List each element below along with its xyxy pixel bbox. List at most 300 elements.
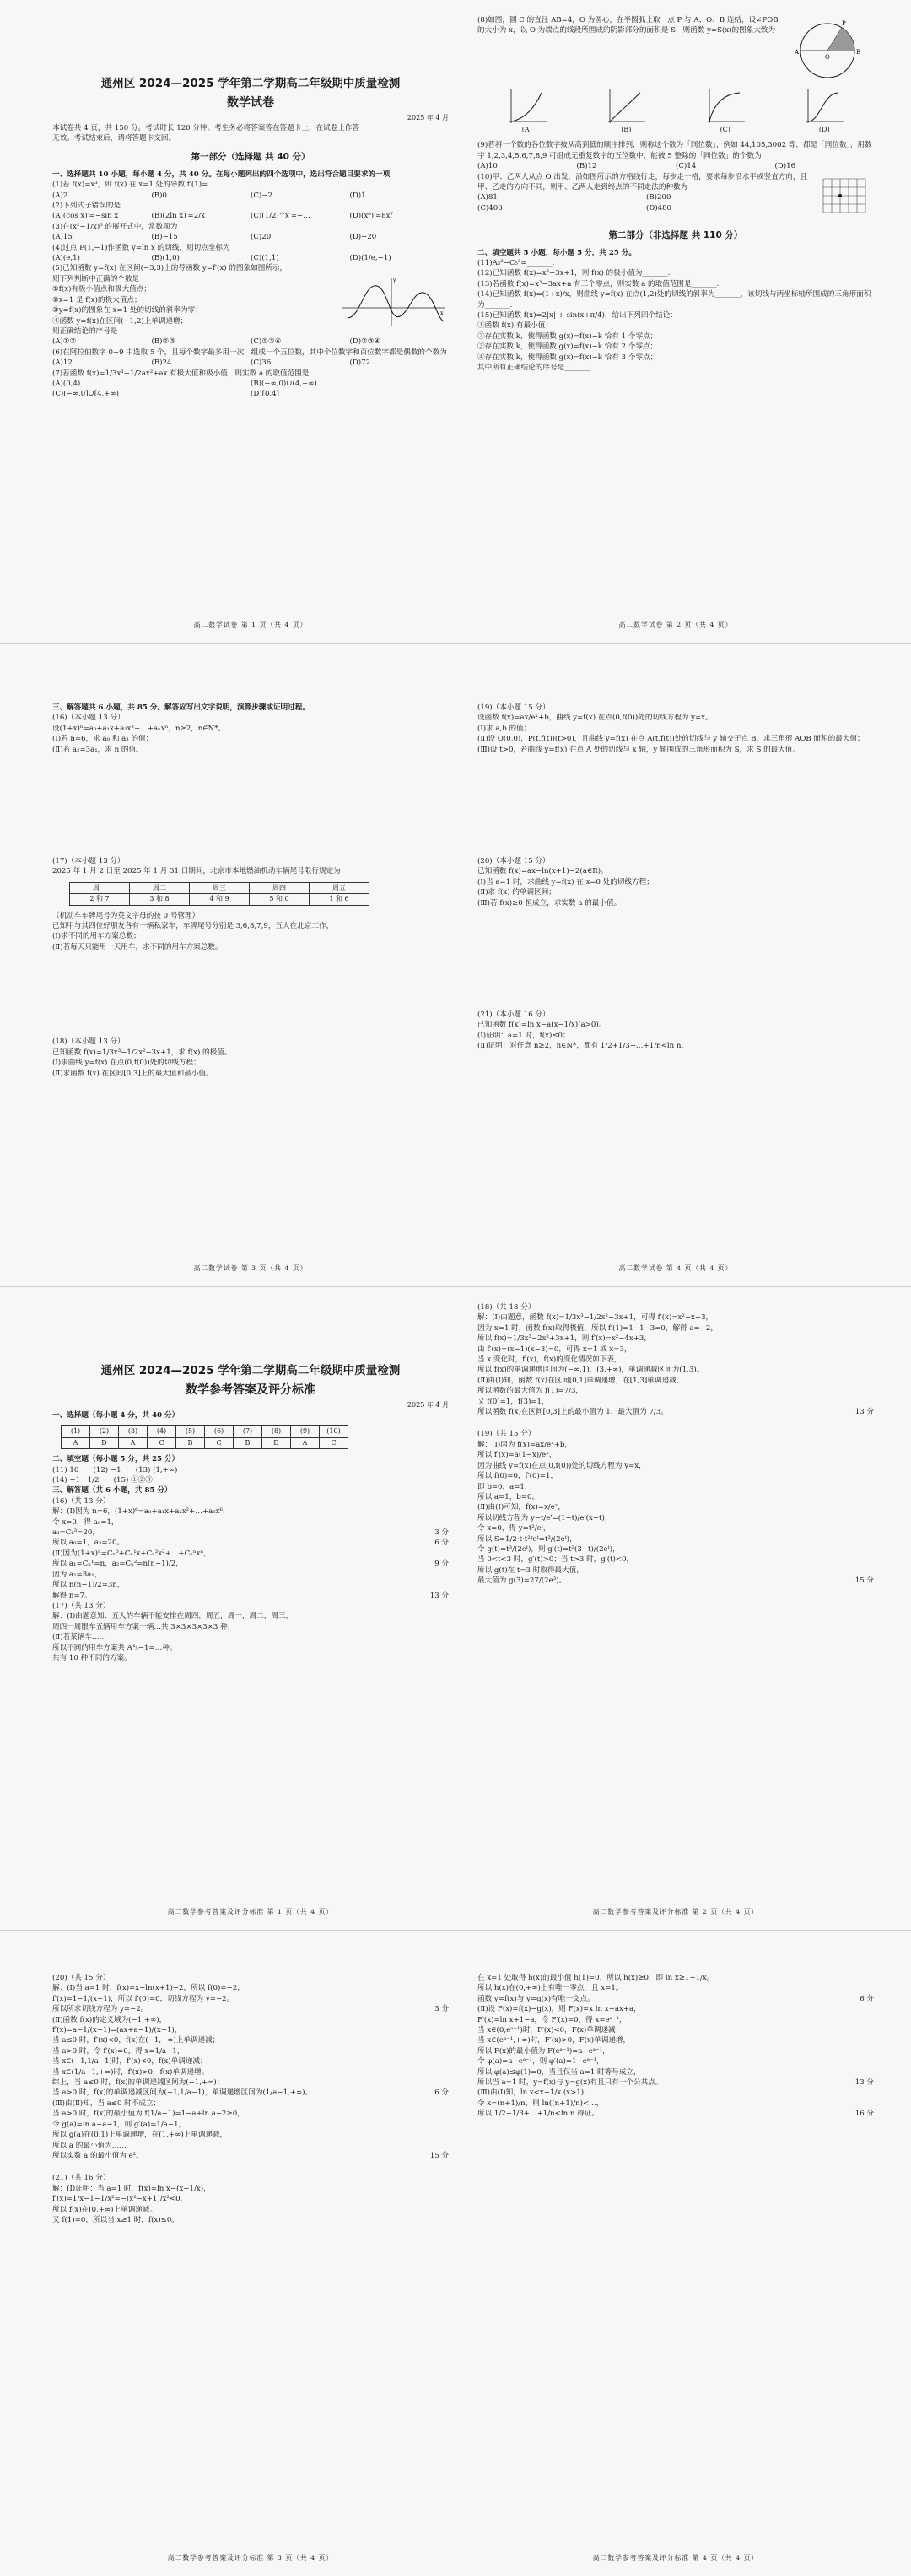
option: (D)(x⁸)′=8x⁷ — [349, 212, 394, 221]
left-column — [52, 15, 449, 627]
option: (B)−15 — [151, 233, 178, 242]
solution-line: 所以 n(n−1)/2=3n， — [52, 1581, 125, 1590]
solution-text: 解得 n=7。 — [52, 1591, 92, 1600]
solution-text: 函数 y=f(x)与 y=g(x)有唯一交点。 — [477, 1994, 595, 2003]
solution-line — [477, 1576, 874, 1586]
question-21: (21)（本小题 16 分） — [477, 1010, 550, 1020]
option: (C)①③④ — [251, 337, 282, 347]
option: (B)12 — [576, 162, 597, 171]
question-17: (17)（本小题 13 分） — [52, 857, 125, 866]
score-mark: 6 分 — [434, 1539, 449, 1548]
table-cell: A — [291, 1437, 320, 1448]
solution-line: (Ⅱ)函数 f(x)的定义域为(−1,+∞)， — [52, 2015, 167, 2024]
statement: 则正确结论的序号是 — [52, 326, 118, 336]
license-plate-table — [69, 882, 369, 906]
table-header-cell: (8) — [262, 1426, 291, 1437]
grid-path-figure — [815, 172, 874, 223]
solution-text: 所以当 a=1 时，y=f(x)与 y=g(x)有且只有一个公共点。 — [477, 2078, 663, 2088]
solution-line: 令 x=(n+1)/n，则 ln((n+1)/n)<…， — [477, 2099, 604, 2108]
page-footer: 高二数学试卷 第 4 页（共 4 页） — [618, 1264, 733, 1272]
solution-line: 解：(Ⅰ)因为 n=6，(1+x)⁶=a₀+a₁x+a₂x²+…+a₆x⁶， — [52, 1507, 230, 1517]
solution-line: 所以 g(t)在 t=3 时取得最大值， — [477, 1566, 584, 1575]
table-cell: B — [176, 1437, 205, 1448]
page-footer: 高二数学试卷 第 1 页（共 4 页） — [193, 621, 308, 628]
option: (A)(e,1) — [52, 254, 80, 263]
answer-space — [477, 908, 874, 1010]
question-1: (1)若 f(x)=x³，则 f(x) 在 x=1 处的导数 f′(1)= — [52, 181, 208, 190]
question-text: (Ⅱ)若每天只能用一天用车，求不同的用车方案总数。 — [52, 942, 223, 951]
solution-text: 所以 1/2+1/3+…+1/n<ln n 得证。 — [477, 2110, 599, 2119]
left-column — [52, 703, 449, 1287]
question-2: (2)下列式子错误的是 — [52, 202, 121, 211]
solution-line: f′(x)=1/x−1−1/x²=−(x²−x+1)/x²<0， — [52, 2195, 188, 2204]
question-14: (14)已知函数 f(x)=(1+x)/x，则曲线 y=f(x) 在点(1,2)处的切线的斜率为_______，该切线与两坐标轴所围成的三角形面积为_______. — [477, 290, 871, 310]
option: (C)400 — [477, 203, 503, 213]
part-three-instructions: 三、解答题共 6 小题，共 85 分。解答应写出文字说明，演算步骤或证明过程。 — [52, 703, 310, 712]
table-header-cell: (3) — [119, 1426, 148, 1437]
table-cell: D — [262, 1437, 291, 1448]
solution-text: 所以所求切线方程为 y=−2。 — [52, 2005, 148, 2014]
graph-option-d — [803, 88, 845, 135]
solution-line: 所以 S=1/2·t·t²/eᵗ=t³/(2eᵗ)， — [477, 1534, 577, 1544]
solution-line: 即 b=0，a=1， — [477, 1482, 532, 1491]
question-text: 2025 年 1 月 2 日至 2025 年 1 月 31 日期间，北京市本地燃油机动车辆尾号限行规定为 — [52, 867, 341, 876]
question-11: (11)A₅²−C₅³=_______. — [477, 259, 555, 268]
question-text: (Ⅱ)若 a₂=3a₁，求 n 的值。 — [52, 745, 143, 754]
question-8-graph-options — [477, 88, 874, 135]
table-header-cell: (7) — [234, 1426, 262, 1437]
answer-space — [477, 755, 874, 856]
table-header-cell: (10) — [320, 1426, 348, 1437]
solution-line: 令 φ(a)=a−eᵃ⁻¹，则 φ′(a)=1−eᵃ⁻¹， — [477, 2057, 604, 2067]
question-text: 设函数 f(x)=ax/eˣ+b，曲线 y=f(x) 在点(0,f(0))处的切线方程为 y=x。 — [477, 714, 713, 723]
score-mark: 9 分 — [434, 1560, 449, 1569]
question-text: (Ⅱ)设 O(0,0)，P(t,f(t))(t>0)，且曲线 y=f(x) 在点 A(t,f(t))处的切线与 y 轴交于点 B，求三角形 AOB 面积的最大值； — [477, 735, 865, 744]
score-mark: 6 分 — [860, 1994, 874, 2003]
table-cell: 5 和 0 — [250, 894, 310, 905]
solution-line: 令 x=0，得 y=t²/eᵗ， — [477, 1524, 551, 1533]
solution-line: 所以 a 的最小值为…… — [52, 2141, 127, 2150]
graph-option-c — [704, 88, 747, 135]
section-heading: 三、解答题（共 6 小题，共 85 分） — [52, 1486, 172, 1495]
solution-line: 所以 φ(a)≤φ(1)=0，当且仅当 a=1 时等号成立， — [477, 2067, 641, 2077]
svg-text:B: B — [856, 49, 861, 56]
spacer — [477, 1417, 874, 1429]
solution-text: 当 a>0 时，f(x)的单调递减区间为(−1,1/a−1)，单调递增区间为(1/a−1,+∞)。 — [52, 2088, 313, 2098]
table-cell: B — [234, 1437, 262, 1448]
solution-line: 当 x∈(−1,1/a−1)时，f′(x)<0，f(x)单调递减； — [52, 2057, 208, 2067]
graph-option-a — [506, 88, 548, 135]
option: (C)36 — [251, 358, 272, 368]
question-5-statements — [52, 274, 339, 337]
table-cell: D — [90, 1437, 119, 1448]
solution-line — [52, 2151, 449, 2161]
answer-19-heading: (19)（共 15 分） — [477, 1430, 536, 1439]
solution-line: 所以函数的最大值为 f(1)=7/3， — [477, 1387, 584, 1396]
solution-line: (Ⅱ)设 F(x)=f(x)−g(x)，则 F(x)=x ln x−ax+a， — [477, 2005, 641, 2014]
part-two-heading: 第二部分（非选择题 共 110 分） — [608, 229, 743, 240]
question-text: (Ⅲ)设 t>0，若曲线 y=f(x) 在点 A 处的切线与 x 轴，y 轴围成的三角形面积为 S，求 S 的最大值。 — [477, 745, 800, 754]
question-4-options — [52, 253, 449, 263]
question-3-options — [52, 232, 449, 242]
solution-line: 因为曲线 y=f(x)在点(0,f(0))处的切线方程为 y=x， — [477, 1461, 646, 1470]
question-6-options — [52, 358, 449, 368]
question-10-options-b — [477, 203, 815, 213]
exam-date: 2025 年 4 月 — [407, 114, 449, 121]
statement: ②x=1 是 f(x)的极大值点； — [52, 295, 142, 304]
solution-line: 当 x∈(0,eᵃ⁻¹)时，F′(x)<0，F(x)单调递减； — [477, 2026, 623, 2035]
solution-line: 解：(Ⅰ)由题意知：五人的车辆不能安排在周四，周五，周一，周二，周三， — [52, 1612, 294, 1621]
table-cell: 4 和 9 — [190, 894, 250, 905]
solution-line — [477, 1407, 874, 1417]
solution-line: 所以 f(x)的单调递增区间为(−∞,1)，(3,+∞)，单调递减区间为(1,3)。 — [477, 1366, 704, 1375]
graph-option-b — [605, 88, 647, 135]
table-header-cell: (2) — [90, 1426, 119, 1437]
solution-line: 综上，当 a≤0 时，f(x)的单调递减区间为(−1,+∞)； — [52, 2078, 224, 2088]
table-header-cell: 周一 — [70, 882, 130, 893]
svg-text:A: A — [795, 49, 800, 56]
table-cell: C — [205, 1437, 234, 1448]
right-column — [477, 703, 874, 1287]
question-7-options-a — [52, 379, 449, 389]
option: (D)[0,4] — [251, 390, 279, 399]
solution-line: 所以 g(a)在(0,1)上单调递增，在(1,+∞)上单调递减， — [52, 2131, 228, 2140]
answer-title: 通州区 2024—2025 学年第二学期高二年级期中质量检测 — [100, 1364, 401, 1377]
question-2-options — [52, 211, 449, 221]
option: (D)16 — [774, 162, 796, 171]
question-text: (Ⅱ)求 f(x) 的单调区间； — [477, 888, 556, 897]
solution-line — [52, 2088, 449, 2098]
table-header-cell: 周五 — [310, 882, 369, 893]
solution-line: 在 x=1 处取得 h(x)的最小值 h(1)=0，所以 h(x)≥0，即 ln x≥1−1/x。 — [477, 1974, 714, 1982]
solution-line: 因为 x=1 时，函数 f(x)取得极值，所以 f′(1)=1−1−3=0，解得 a=−2， — [477, 1323, 718, 1333]
section-heading: 一、选择题（每小题 4 分，共 40 分） — [52, 1411, 180, 1420]
option-label: (D) — [818, 126, 830, 133]
graph-d-figure — [803, 88, 845, 125]
question-13: (13)若函数 f(x)=x³−3ax+a 有三个零点，则实数 a 的取值范围是_______. — [477, 279, 720, 288]
solution-line: (Ⅱ)由(Ⅰ)知，函数 f(x)在区间[0,1]单调递增，在[1,3]单调递减， — [477, 1376, 684, 1385]
statement: 其中所有正确结论的序号是_______. — [477, 364, 592, 373]
option: (A)10 — [477, 162, 498, 171]
solution-line: 令 g(t)=t³/(2eᵗ)，则 g′(t)=t²(3−t)/(2eᵗ)， — [477, 1544, 620, 1554]
solution-line: 解：(Ⅰ)因为 f(x)=ax/eˣ+b， — [477, 1440, 573, 1449]
question-16: (16)（本小题 13 分） — [52, 714, 125, 723]
solution-line: f′(x)=a−1/(x+1)=(ax+a−1)/(x+1)， — [52, 2026, 182, 2035]
solution-line — [52, 1528, 449, 1538]
question-6: (6)在阿拉伯数字 0~9 中选取 5 个，且每个数字最多用一次，组成一个五位数，其中个位数字和百位数字都是偶数的个数为 — [52, 348, 447, 357]
option: (C)(1/2)^x′=−… — [251, 212, 310, 221]
solution-line: 所以 h(x)在(0,+∞)上有唯一零点，且 x=1。 — [477, 1984, 623, 1993]
question-text: (Ⅰ)求 a,b 的值； — [477, 724, 531, 733]
option: (A)2 — [52, 191, 68, 200]
solution-line: 当 x∈(1/a−1,+∞)时，f′(x)>0，f(x)单调递增。 — [52, 2067, 209, 2077]
option: (A)①② — [52, 337, 77, 347]
solution-line: 解：(Ⅰ)由题意，函数 f(x)=1/3x³−1/2x²−3x+1，可得 f′(x)=x²−x−3， — [477, 1313, 714, 1323]
question-text: （机动车车牌尾号为英文字母的按 0 号管理） — [52, 911, 200, 920]
question-9-options — [477, 161, 874, 171]
option: (D)(1/e,−1) — [349, 254, 391, 263]
question-15: (15)已知函数 f(x)=2|x| + sin(x+π/4)，给出下列四个结论： — [477, 311, 677, 321]
option: (B)(−∞,0)∪(4,+∞) — [251, 379, 317, 388]
svg-text:O: O — [825, 54, 830, 61]
page-footer: 高二数学参考答案及评分标准 第 4 页（共 4 页） — [592, 2554, 759, 2562]
question-4: (4)过点 P(1,−1)作函数 y=ln x 的切线，则切点坐标为 — [52, 243, 230, 252]
solution-line: 当 a>0 时，令 f′(x)=0，得 x=1/a−1， — [52, 2046, 185, 2056]
score-mark: 13 分 — [429, 1591, 449, 1600]
question-9: (9)若将一个数的各位数字按从高到低的顺序排列，则称这个数为「同位数」，例如 44,105,3002 等，都是「同位数」，用数字 1,2,3,4,5,6,7,8,9 可组成无重复数字的五位数中，能被 5 整除的「同位数」的个数为 — [477, 141, 872, 160]
option: (D)1 — [349, 191, 366, 200]
question-text: 设(1+x)ⁿ=a₀+a₁x+a₂x²+…+aₙxⁿ，n≥2，n∈N*。 — [52, 724, 226, 733]
solution-text: 所以实数 a 的最小值为 e²。 — [52, 2151, 143, 2160]
option: (A)81 — [477, 193, 498, 202]
svg-text:y: y — [393, 277, 396, 283]
graph-c-figure — [704, 88, 747, 125]
part-two-instructions: 二、填空题共 5 小题，每小题 5 分，共 25 分。 — [477, 248, 636, 257]
solution-line: 所以不同的用车方案共 A⁴₅−1=…种。 — [52, 1643, 177, 1652]
statement: ②存在实数 k，使得函数 g(x)=f(x)−k 恰有 1 个零点； — [477, 331, 658, 341]
option: (D)−20 — [349, 233, 377, 242]
table-row — [62, 1437, 348, 1448]
option: (B)200 — [646, 193, 671, 202]
score-mark: 13 分 — [854, 1408, 874, 1417]
question-text: (Ⅱ)证明：对任意 n≥2，n∈N*，都有 1/2+1/3+…+1/n<ln n。 — [477, 1042, 688, 1051]
question-text: 已知甲与其四位好朋友各有一辆私家车，车牌尾号分别是 3,6,8,7,9，五人在北京工作， — [52, 922, 334, 931]
solution-line: 所以 f′(x)=a(1−x)/eˣ， — [477, 1451, 557, 1460]
answer-21-heading: (21)（共 16 分） — [52, 2174, 111, 2183]
answer-space — [52, 755, 449, 856]
question-10-block — [477, 172, 874, 223]
solution-text: 所以 a₀=1，a₃=20。 — [52, 1539, 125, 1548]
score-mark: 3 分 — [434, 2005, 449, 2014]
statement: ④函数 y=f(x)在区间(−1,2)上单调递增； — [52, 316, 188, 326]
svg-text:P: P — [842, 20, 846, 27]
score-mark: 15 分 — [854, 1576, 874, 1586]
solution-line: 当 x∈(eᵃ⁻¹,+∞)时，F′(x)>0，F(x)单调递增， — [477, 2036, 631, 2045]
solution-line: 当 x 变化时，f′(x)，f(x)的变化情况如下表， — [477, 1355, 622, 1365]
solution-line: 解：(Ⅰ)证明：当 a=1 时，f(x)=ln x−(x−1/x)， — [52, 2184, 211, 2193]
option: (C)−2 — [251, 191, 272, 200]
question-18: (18)（本小题 13 分） — [52, 1037, 125, 1047]
table-cell: C — [320, 1437, 348, 1448]
choice-answer-table — [61, 1425, 348, 1449]
solution-line: 当 a>0 时，f(x)的最小值为 f(1/a−1)=1−a+ln a−2≥0， — [52, 2110, 245, 2119]
solution-line: 周四一周限车五辆用车方案一辆…共 3×3×3×3×3 种， — [52, 1622, 235, 1631]
svg-text:x: x — [440, 310, 444, 316]
part-one-heading: 第一部分（选择题 共 40 分） — [191, 151, 310, 162]
exam-title: 通州区 2024—2025 学年第二学期高二年级期中质量检测 — [100, 77, 401, 90]
option: (A)12 — [52, 358, 73, 368]
option: (A)(0,4) — [52, 379, 81, 388]
table-cell: 3 和 8 — [130, 894, 190, 905]
question-text: 已知函数 f(x)=ln x−a(x−1/x)(a>0)。 — [477, 1021, 606, 1030]
table-header-cell: 周三 — [190, 882, 250, 893]
score-mark: 3 分 — [434, 1528, 449, 1538]
table-header-cell: 周二 — [130, 882, 190, 893]
solution-line — [477, 1994, 874, 2004]
fill-answer: (11) 10 (12) −1 (13) (1,+∞) — [52, 1465, 178, 1474]
table-header-cell: 周四 — [250, 882, 310, 893]
question-5-options — [52, 337, 449, 347]
option-label: (A) — [521, 126, 532, 133]
question-5: (5)已知函数 y=f(x) 在区间(−3,3)上的导函数 y=f′(x) 的图象如图所示， — [52, 264, 288, 273]
solution-line: 共有 10 种不同的方案。 — [52, 1653, 132, 1663]
solution-line — [52, 1559, 449, 1569]
notice-line: 无效。考试结束后，请将答题卡交回。 — [52, 134, 176, 143]
question-12: (12)已知函数 f(x)=x³−3x+1，则 f(x) 的极小值为_______. — [477, 269, 671, 278]
circle-figure — [781, 15, 874, 83]
graph-b-figure — [605, 88, 647, 125]
fill-answer: (14) −1 1/2 (15) ①②③ — [52, 1476, 153, 1485]
exam-page-1 — [0, 0, 911, 644]
solution-line: 所以 f(0)=0，f′(0)=1， — [477, 1472, 558, 1481]
question-text: (Ⅰ)证明：a=1 时，f(x)≤0； — [477, 1031, 570, 1040]
graph-a-figure — [506, 88, 548, 125]
statement: ④存在实数 k，使得函数 g(x)=f(x)−k 恰有 3 个零点； — [477, 353, 658, 362]
solution-line: f′(x)=1−1/(x+1)，所以 f′(0)=0，切线方程为 y=−2。 — [52, 1994, 234, 2003]
solution-line — [52, 2004, 449, 2014]
solution-line — [477, 2078, 874, 2088]
solution-text: 最大值为 g(3)=27/(2e³)。 — [477, 1576, 567, 1586]
table-header-cell: (6) — [205, 1426, 234, 1437]
right-column — [477, 15, 874, 627]
answer-page-2 — [0, 1931, 911, 2576]
solution-text: 所以 a₁=Cₙ¹=n，a₂=Cₙ²=n(n−1)/2， — [52, 1560, 183, 1569]
table-cell: A — [119, 1437, 148, 1448]
page-footer: 高二数学参考答案及评分标准 第 1 页（共 4 页） — [167, 1908, 334, 1916]
table-header-row — [70, 882, 369, 893]
solution-line: 当 a≤0 时，f′(x)<0，f(x)在(−1,+∞)上单调递减； — [52, 2036, 220, 2045]
solution-line: 所以 f(x)在(0,+∞)上单调递减。 — [52, 2205, 158, 2214]
table-row — [70, 894, 369, 905]
question-10-text-block — [477, 172, 815, 223]
question-7: (7)若函数 f(x)=1/3x³+1/2ax²+ax 有极大值和极小值，则实数 a 的取值范围是 — [52, 369, 310, 378]
solution-line: (Ⅱ)由(Ⅰ)可知，f(x)=x/eˣ， — [477, 1503, 566, 1512]
option: (C)(1,1) — [251, 254, 279, 263]
question-text: (Ⅰ)求曲线 y=f(x) 在点(0,f(0))处的切线方程； — [52, 1059, 201, 1068]
left-column — [52, 1302, 449, 1914]
answer-space — [52, 952, 449, 1037]
question-text: 已知函数 f(x)=ax−ln(x+1)−2(a∈R)。 — [477, 867, 608, 876]
option: (D)480 — [646, 203, 671, 213]
question-10: (10)甲、乙两人从点 O 出发，沿如图所示的方格线行走，每步走一格，要求每步沿水平或竖直方向，且甲、乙走的方向不同，则甲、乙两人走到终点的不同走法的种数为 — [477, 172, 808, 192]
solution-line: 所以 f(x)=1/3x³−2x²+3x+1，则 f′(x)=x²−4x+3， — [477, 1334, 651, 1344]
question-text: (Ⅰ)求不同的用车方案总数； — [52, 932, 141, 941]
solution-line: 当 0<t<3 时，g′(t)>0；当 t>3 时，g′(t)<0， — [477, 1555, 634, 1565]
part-one-instructions: 一、选择题共 10 小题，每小题 4 分，共 40 分。在每小题列出的四个选项中，选出符合题目要求的一项 — [52, 170, 391, 179]
page-footer: 高二数学参考答案及评分标准 第 2 页（共 4 页） — [592, 1908, 759, 1916]
answer-page-1 — [0, 1287, 911, 1931]
question-text: (Ⅲ)若 f(x)≥0 恒成立，求实数 a 的最小值。 — [477, 898, 622, 908]
question-text: (Ⅰ)当 a=1 时，求曲线 y=f(x) 在 x=0 处的切线方程； — [477, 877, 654, 887]
table-cell: A — [62, 1437, 90, 1448]
score-mark: 15 分 — [429, 2151, 449, 2160]
answer-subtitle: 数学参考答案及评分标准 — [186, 1383, 315, 1397]
section-heading: 二、填空题（每小题 5 分，共 25 分） — [52, 1455, 180, 1464]
question-8-block — [477, 15, 874, 83]
solution-text: a₃=C₆³=20， — [52, 1528, 100, 1538]
question-text: (Ⅱ)求函数 f(x) 在区间[0,3]上的最大值和最小值。 — [52, 1069, 213, 1078]
solution-line: 解：(Ⅰ)当 a=1 时，f(x)=x−ln(x+1)−2，所以 f(0)=−2， — [52, 1984, 245, 1993]
table-header-row — [62, 1426, 348, 1437]
solution-line: 令 g(a)=ln a−a−1，则 g′(a)=1/a−1， — [52, 2120, 186, 2129]
answer-17-heading: (17)（共 13 分） — [52, 1601, 111, 1610]
solution-line: 由 f′(x)=(x−1)(x−3)=0，可得 x=1 或 x=3， — [477, 1345, 632, 1354]
option: (B)(1,0) — [151, 254, 180, 263]
exam-subtitle: 数学试卷 — [227, 96, 274, 110]
right-column — [477, 1973, 874, 2576]
question-8: (8)如图，圆 C 的直径 AB=4，O 为圆心，在半圆弧上取一点 P 与 A、O、B 连结，设∠POB 的大小为 x，以 O 为端点的线段所围成的阴影部分的面积是 S，则函数 y=S(x)的图象大致为 — [477, 16, 779, 35]
table-header-cell: (5) — [176, 1426, 205, 1437]
option-label: (B) — [621, 126, 632, 133]
statement: ①f(x)有极小值点和极大值点； — [52, 285, 151, 294]
option: (C)14 — [676, 162, 697, 171]
solution-line: 所以 a=1，b=0。 — [477, 1492, 540, 1501]
question-5-body — [52, 274, 449, 337]
option: (B)24 — [151, 358, 172, 368]
page-footer: 高二数学试卷 第 3 页（共 4 页） — [193, 1264, 308, 1272]
option: (B)②③ — [151, 337, 175, 347]
statement: 则下列判断中正确的个数是 — [52, 274, 140, 283]
statement: ③y=f(x)的图象在 x=1 处的切线的斜率为零； — [52, 306, 202, 315]
solution-line: (Ⅲ)由(Ⅰ)知，ln x<x−1/x (x>1)， — [477, 2088, 591, 2098]
score-mark: 6 分 — [434, 2088, 449, 2098]
option: (B)(2ln x)′=2/x — [151, 212, 205, 221]
solution-line: (Ⅱ)因为(1+x)ⁿ=Cₙ⁰+Cₙ¹x+Cₙ²x²+…+Cₙⁿxⁿ， — [52, 1549, 211, 1558]
solution-line: 又 f(0)=1，f(3)=1， — [477, 1397, 549, 1406]
question-19: (19)（本小题 15 分） — [477, 703, 550, 712]
exam-page-2 — [0, 644, 911, 1287]
answer-20-heading: (20)（共 15 分） — [52, 1974, 111, 1982]
question-1-options — [52, 191, 449, 201]
solution-line: F′(x)=ln x+1−a，令 F′(x)=0，得 x=eᵃ⁻¹， — [477, 2015, 627, 2024]
table-header-cell: (9) — [291, 1426, 320, 1437]
table-cell: C — [148, 1437, 176, 1448]
solution-text: 所以函数 f(x)在区间[0,3]上的最小值为 1，最大值为 7/3。 — [477, 1408, 668, 1417]
option: (B)0 — [151, 191, 167, 200]
notice-line: 本试卷共 4 页，共 150 分。考试时长 120 分钟。考生务必将答案答在答题卡上，在试卷上作答 — [52, 124, 360, 132]
statement: ③存在实数 k，使得函数 g(x)=f(x)−k 恰有 2 个零点； — [477, 342, 658, 352]
option: (C)20 — [251, 233, 272, 242]
solution-line — [477, 2109, 874, 2119]
table-cell: 2 和 7 — [70, 894, 130, 905]
answer-date: 2025 年 4 月 — [407, 1401, 449, 1409]
solution-line: 所以切线方程为 y−t/eᵗ=(1−t)/eᵗ(x−t)， — [477, 1513, 612, 1522]
question-7-options-b — [52, 389, 449, 399]
solution-line — [52, 1538, 449, 1548]
answer-16-heading: (16)（共 13 分） — [52, 1496, 111, 1506]
derivative-graph-figure — [339, 274, 449, 330]
right-column — [477, 1302, 874, 1914]
question-3: (3)在(x²−1/x)⁶ 的展开式中，常数项为 — [52, 222, 178, 231]
option: (A)15 — [52, 233, 73, 242]
table-cell: 1 和 6 — [310, 894, 369, 905]
solution-line: 所以 F(x)的最小值为 F(eᵃ⁻¹)=a−eᵃ⁻¹， — [477, 2046, 610, 2056]
solution-line: (Ⅱ)若某辆车…… — [52, 1633, 107, 1642]
statement: ①函数 f(x) 有最小值； — [477, 321, 553, 331]
option: (D)②③④ — [349, 337, 381, 347]
option: (A)(cos x)′=−sin x — [52, 212, 119, 221]
score-mark: 16 分 — [854, 2110, 874, 2119]
solution-line: 又 f(1)=0，所以当 x≥1 时，f(x)≤0。 — [52, 2215, 179, 2224]
question-10-options-a — [477, 192, 815, 202]
page-footer: 高二数学试卷 第 2 页（共 4 页） — [618, 621, 733, 628]
answer-18-heading: (18)（共 13 分） — [477, 1303, 536, 1312]
score-mark: 13 分 — [854, 2078, 874, 2088]
solution-line: (Ⅲ)由(Ⅱ)知，当 a≤0 时不成立； — [52, 2099, 161, 2108]
spacer — [52, 2161, 449, 2173]
option-label: (C) — [720, 126, 730, 133]
question-20: (20)（本小题 15 分） — [477, 857, 550, 866]
